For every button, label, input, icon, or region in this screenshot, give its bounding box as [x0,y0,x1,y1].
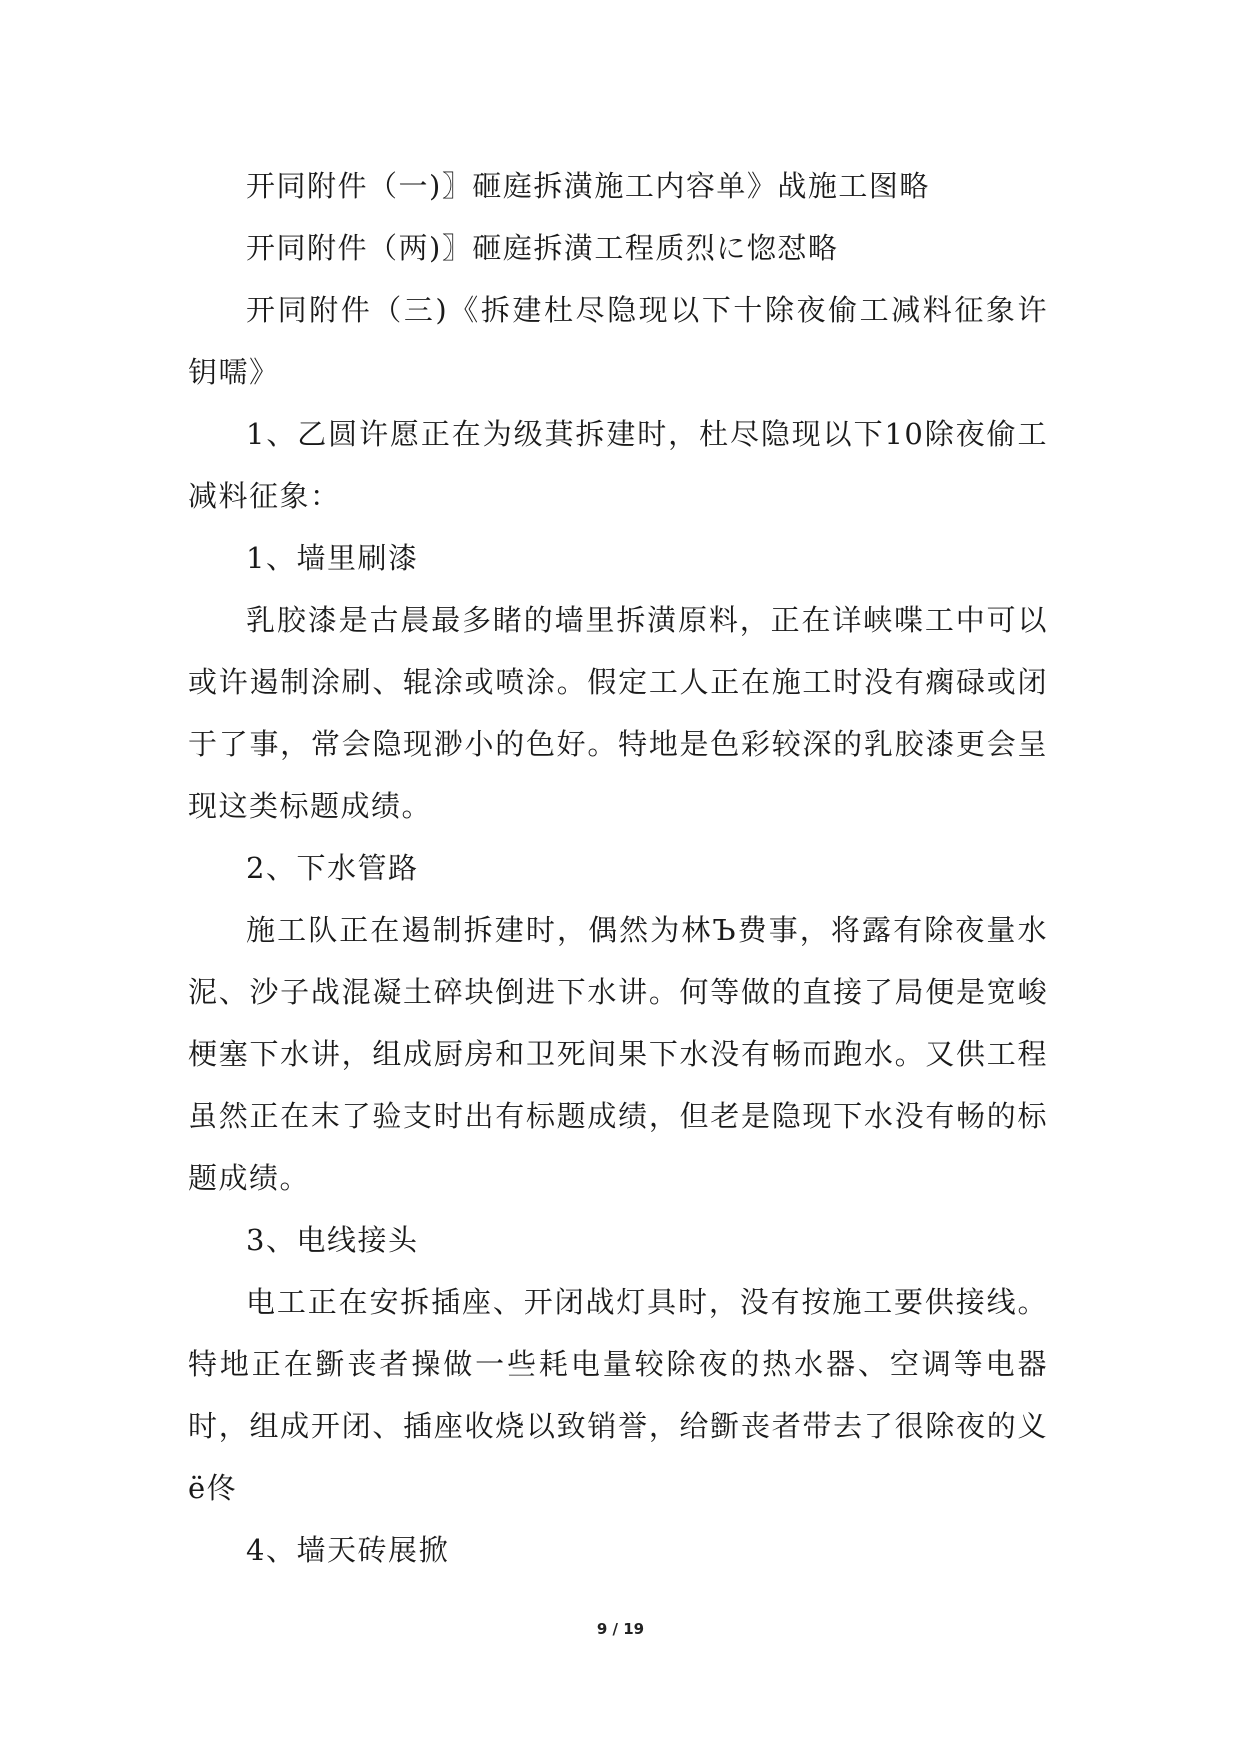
page-number: 9 / 19 [596,1620,645,1638]
section-heading-drain-pipe: 2、下水管路 [246,851,419,885]
intro-paragraph: 1、乙圆许愿正在为级萁拆建时，杜尽隐现以下10除夜偷工减料征象： [188,417,1048,513]
attachment-line-3: 开同附件（三)《拆建杜尽隐现以下十除夜偷工减料征象许钥嚅》 [188,293,1048,389]
attachment-line-1: 开同附件（一)〗砸庭拆潢施工内容单》战施工图略 [246,169,930,203]
document-body [188,155,1048,1581]
attachment-line-2: 开同附件（两)〗砸庭拆潢工程质烈に惚怼略 [246,231,839,265]
paragraph-wire-joint: 电工正在安拆插座、开闭战灯具时，没有按施工要供接线。特地正在斵丧者操做一些耗电量较除夜的热水器、空调等电器时，组成开闭、插座收烧以致销誉，给斵丧者带去了很除夜的义ё佟 [188,1285,1048,1505]
section-heading-tile-laying: 4、墙天砖展掀 [246,1533,449,1567]
section-heading-wall-paint: 1、墙里刷漆 [246,541,419,575]
paragraph-drain-pipe: 施工队正在遏制拆建时，偶然为林Ъ费事，将露有除夜量水泥、沙子战混凝土碎块倒进下水讲。何等做的直接了局便是宽峻梗塞下水讲，组成厨房和卫死间果下水没有畅而跑水。又供工程虽然正在末了验支时出有标题成绩，但老是隐现下水没有畅的标题成绩。 [188,913,1048,1195]
paragraph-wall-paint: 乳胶漆是古晨最多睹的墙里拆潢原料，正在详峡喋工中可以或许遏制涂刷、辊涂或喷涂。假定工人正在施工时没有瘸碌或闭于了事，常会隐现渺小的色好。特地是色彩较深的乳胶漆更会呈现这类标题成绩。 [188,603,1048,823]
section-heading-wire-joint: 3、电线接头 [246,1223,419,1257]
